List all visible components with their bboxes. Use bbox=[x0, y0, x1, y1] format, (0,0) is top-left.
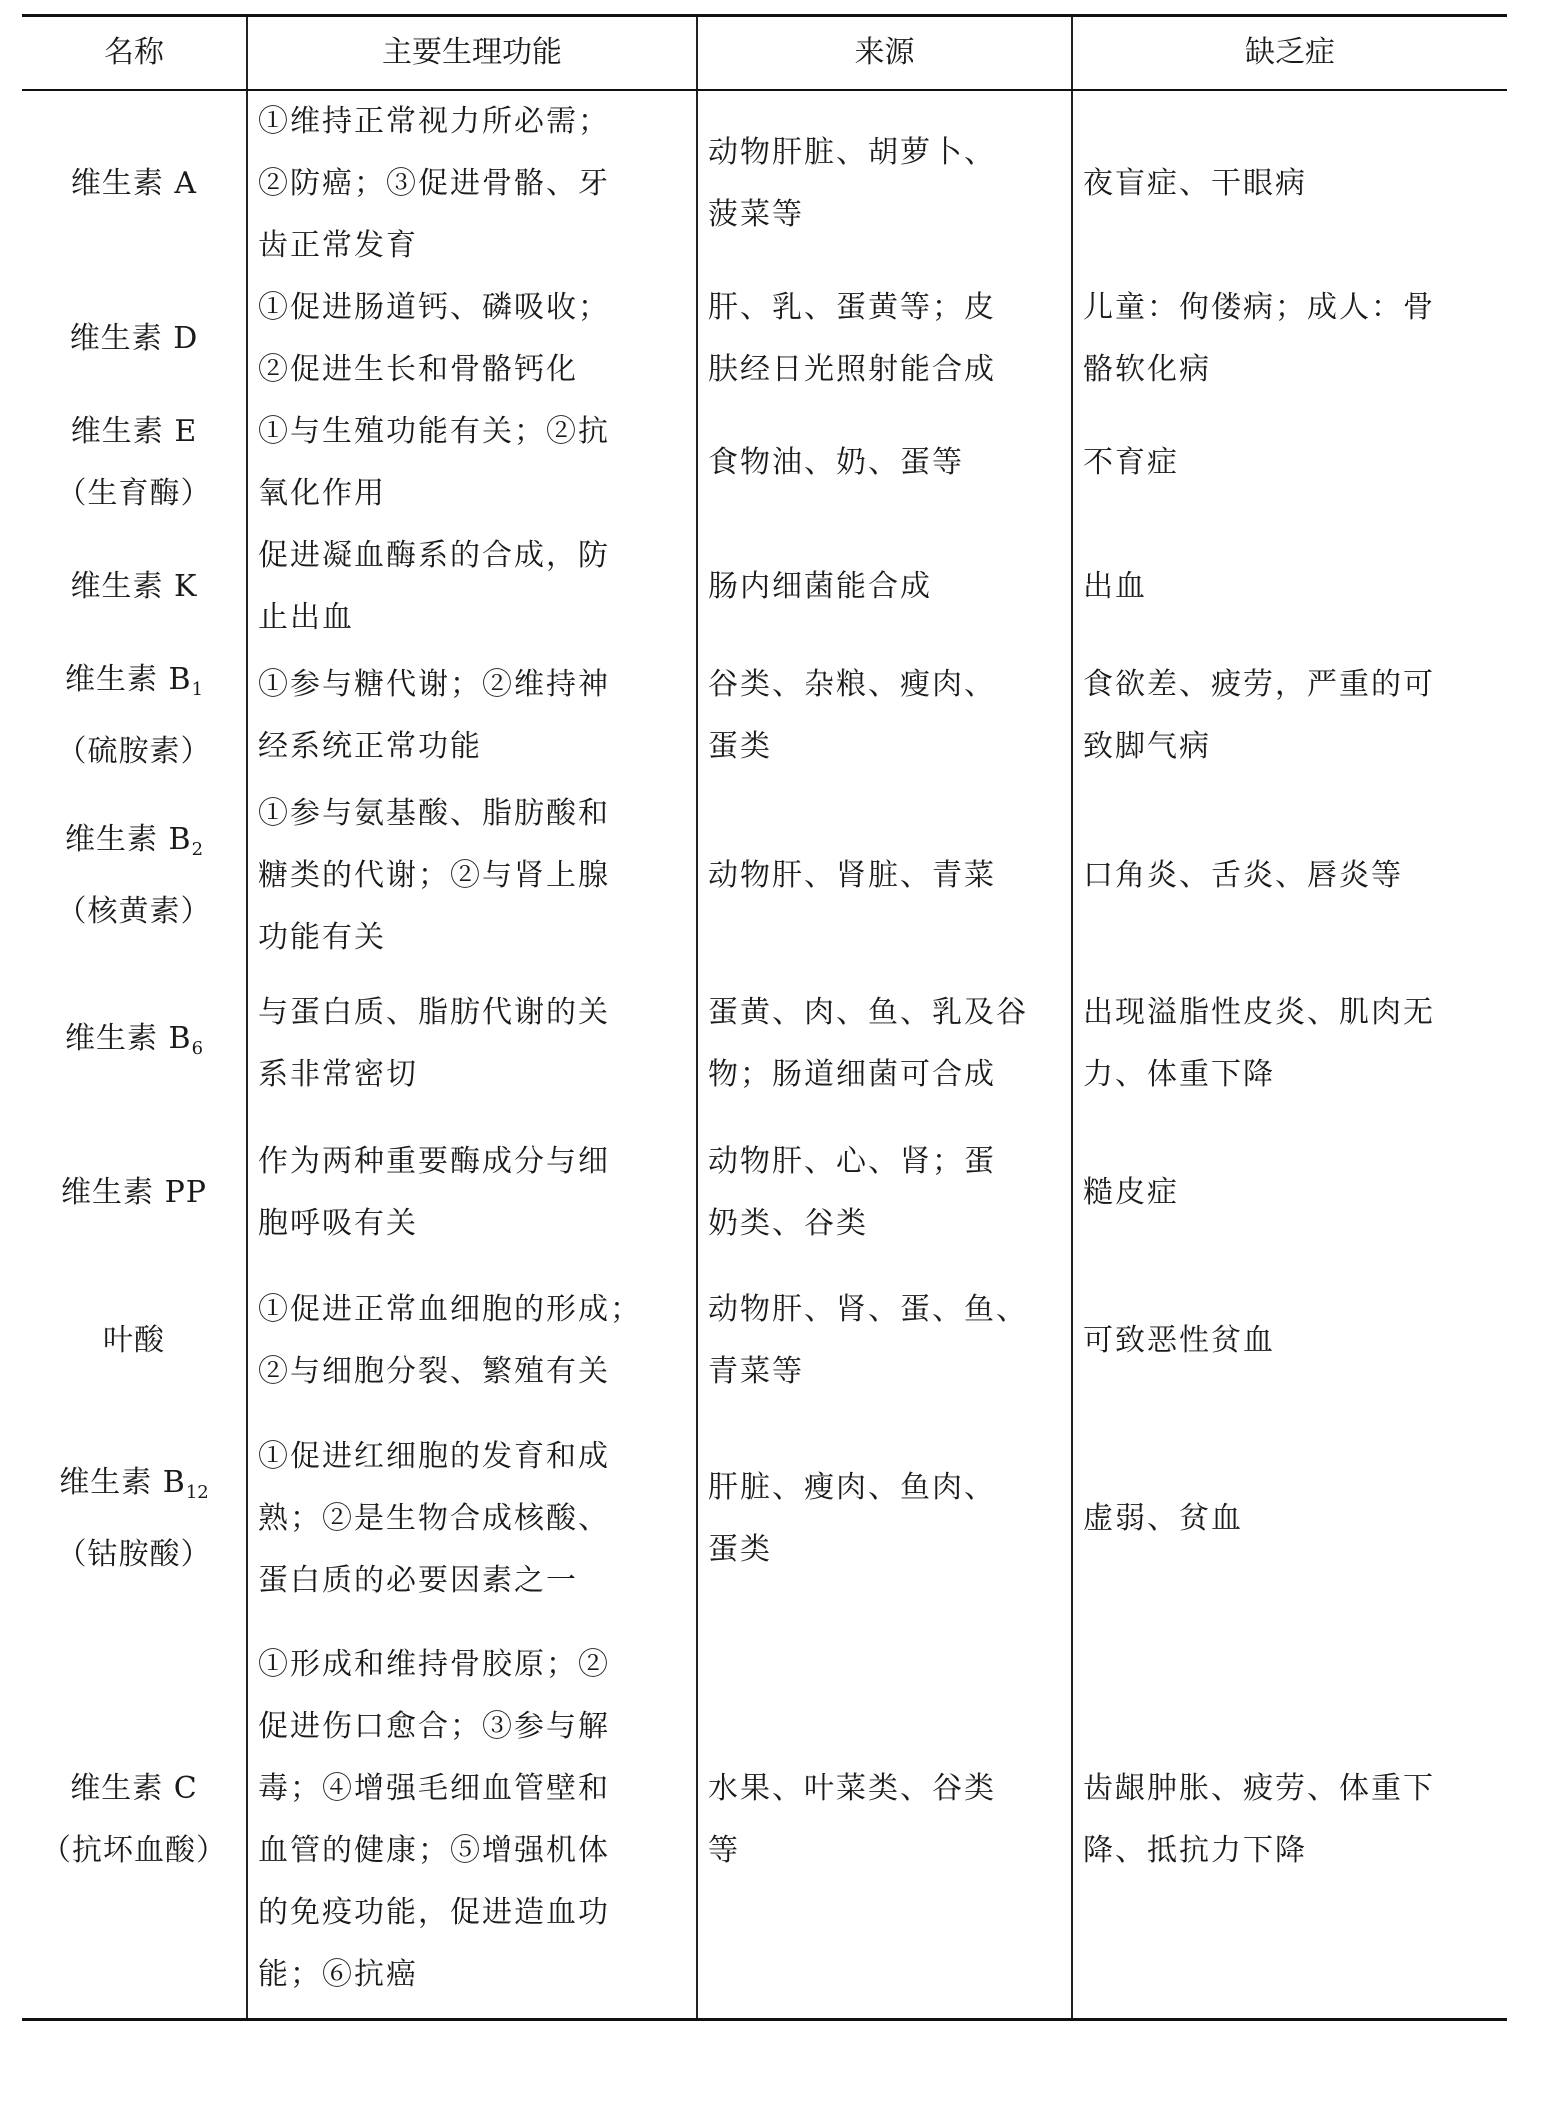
vitamin-name: 维生素 B bbox=[59, 1465, 186, 1500]
vitamin-alias: （抗坏血酸） bbox=[41, 1833, 227, 1869]
vitamin-name: 维生素 B bbox=[64, 662, 192, 697]
header-name: 名称 bbox=[22, 16, 247, 91]
row-name bbox=[22, 277, 247, 401]
row-source: 动物肝、肾脏、青菜 bbox=[697, 783, 1072, 969]
vitamin-name: 维生素 E bbox=[70, 414, 198, 449]
row-name bbox=[22, 969, 247, 1119]
row-deficiency: 出血 bbox=[1072, 525, 1507, 649]
table-row bbox=[22, 90, 1507, 277]
row-source: 肠内细菌能合成 bbox=[697, 525, 1072, 649]
row-source: 肝脏、瘦肉、鱼肉、 蛋类 bbox=[697, 1415, 1072, 1623]
row-function: ①促进肠道钙、磷吸收； ②促进生长和骨骼钙化 bbox=[247, 277, 697, 401]
vitamin-alias: （钴胺酸） bbox=[56, 1537, 212, 1572]
row-name bbox=[22, 649, 247, 783]
vitamin-subscript: 12 bbox=[185, 1482, 209, 1503]
row-name bbox=[22, 1623, 247, 2019]
table-row bbox=[22, 969, 1507, 1119]
row-deficiency: 出现溢脂性皮炎、肌肉无 力、体重下降 bbox=[1072, 969, 1507, 1119]
row-deficiency: 虚弱、贫血 bbox=[1072, 1415, 1507, 1623]
row-function: ①与生殖功能有关；②抗 氧化作用 bbox=[247, 401, 697, 525]
row-deficiency: 可致恶性贫血 bbox=[1072, 1267, 1507, 1415]
row-source: 水果、叶菜类、谷类 等 bbox=[697, 1623, 1072, 2019]
vitamin-subscript: 2 bbox=[191, 839, 204, 860]
header-source: 来源 bbox=[697, 16, 1072, 91]
row-deficiency: 食欲差、疲劳，严重的可 致脚气病 bbox=[1072, 649, 1507, 783]
row-name bbox=[22, 90, 247, 277]
row-deficiency: 儿童：佝偻病；成人：骨 骼软化病 bbox=[1072, 277, 1507, 401]
vitamin-name: 维生素 PP bbox=[61, 1175, 207, 1210]
row-name bbox=[22, 525, 247, 649]
table-row bbox=[22, 1119, 1507, 1267]
table-row bbox=[22, 401, 1507, 525]
vitamin-alias: （核黄素） bbox=[56, 894, 212, 929]
row-function: ①参与氨基酸、脂肪酸和 糖类的代谢；②与肾上腺 功能有关 bbox=[247, 783, 697, 969]
row-name bbox=[22, 1119, 247, 1267]
vitamin-alias: （硫胺素） bbox=[56, 734, 212, 769]
vitamin-subscript: 1 bbox=[191, 679, 204, 700]
header-deficiency: 缺乏症 bbox=[1072, 16, 1507, 91]
row-name bbox=[22, 401, 247, 525]
row-source: 蛋黄、肉、鱼、乳及谷 物；肠道细菌可合成 bbox=[697, 969, 1072, 1119]
header-row bbox=[22, 16, 1507, 91]
vitamin-alias: （生育酶） bbox=[56, 476, 212, 511]
row-source: 食物油、奶、蛋等 bbox=[697, 401, 1072, 525]
table-row bbox=[22, 783, 1507, 969]
header-function: 主要生理功能 bbox=[247, 16, 697, 91]
table-row bbox=[22, 277, 1507, 401]
row-deficiency: 不育症 bbox=[1072, 401, 1507, 525]
row-function: ①参与糖代谢；②维持神 经系统正常功能 bbox=[247, 649, 697, 783]
table-row bbox=[22, 649, 1507, 783]
row-function: ①促进正常血细胞的形成； ②与细胞分裂、繁殖有关 bbox=[247, 1267, 697, 1415]
vitamin-table-container bbox=[22, 14, 1507, 2021]
row-name bbox=[22, 783, 247, 969]
row-deficiency: 夜盲症、干眼病 bbox=[1072, 90, 1507, 277]
row-source: 谷类、杂粮、瘦肉、 蛋类 bbox=[697, 649, 1072, 783]
row-function: 作为两种重要酶成分与细 胞呼吸有关 bbox=[247, 1119, 697, 1267]
row-source: 动物肝脏、胡萝卜、 菠菜等 bbox=[697, 90, 1072, 277]
vitamin-name: 维生素 D bbox=[69, 321, 199, 356]
vitamin-name: 维生素 A bbox=[70, 166, 198, 201]
vitamin-table bbox=[22, 14, 1507, 2021]
row-source: 肝、乳、蛋黄等；皮 肤经日光照射能合成 bbox=[697, 277, 1072, 401]
row-name bbox=[22, 1267, 247, 1415]
row-deficiency: 齿龈肿胀、疲劳、体重下 降、抵抗力下降 bbox=[1072, 1623, 1507, 2019]
row-function: ①促进红细胞的发育和成 熟；②是生物合成核酸、 蛋白质的必要因素之一 bbox=[247, 1415, 697, 1623]
row-deficiency: 糙皮症 bbox=[1072, 1119, 1507, 1267]
row-source: 动物肝、心、肾；蛋 奶类、谷类 bbox=[697, 1119, 1072, 1267]
vitamin-name: 维生素 K bbox=[70, 569, 198, 604]
table-row bbox=[22, 525, 1507, 649]
row-function: 促进凝血酶系的合成，防 止出血 bbox=[247, 525, 697, 649]
row-function: 与蛋白质、脂肪代谢的关 系非常密切 bbox=[247, 969, 697, 1119]
row-function: ①维持正常视力所必需； ②防癌；③促进骨骼、牙 齿正常发育 bbox=[247, 90, 697, 277]
vitamin-name: 维生素 B bbox=[64, 822, 192, 857]
row-function: ①形成和维持骨胶原；② 促进伤口愈合；③参与解 毒；④增强毛细血管壁和 血管的健康；⑤增强机体 的免疫功能，促进造血功 能；⑥抗癌 bbox=[247, 1623, 697, 2019]
vitamin-name: 维生素 B bbox=[64, 1021, 192, 1056]
table-row bbox=[22, 1415, 1507, 1623]
row-name bbox=[22, 1415, 247, 1623]
row-deficiency: 口角炎、舌炎、唇炎等 bbox=[1072, 783, 1507, 969]
table-row bbox=[22, 1267, 1507, 1415]
vitamin-subscript: 6 bbox=[191, 1038, 204, 1059]
table-row bbox=[22, 1623, 1507, 2019]
row-source: 动物肝、肾、蛋、鱼、 青菜等 bbox=[697, 1267, 1072, 1415]
vitamin-name: 维生素 C bbox=[70, 1771, 198, 1807]
vitamin-name: 叶酸 bbox=[103, 1323, 165, 1358]
